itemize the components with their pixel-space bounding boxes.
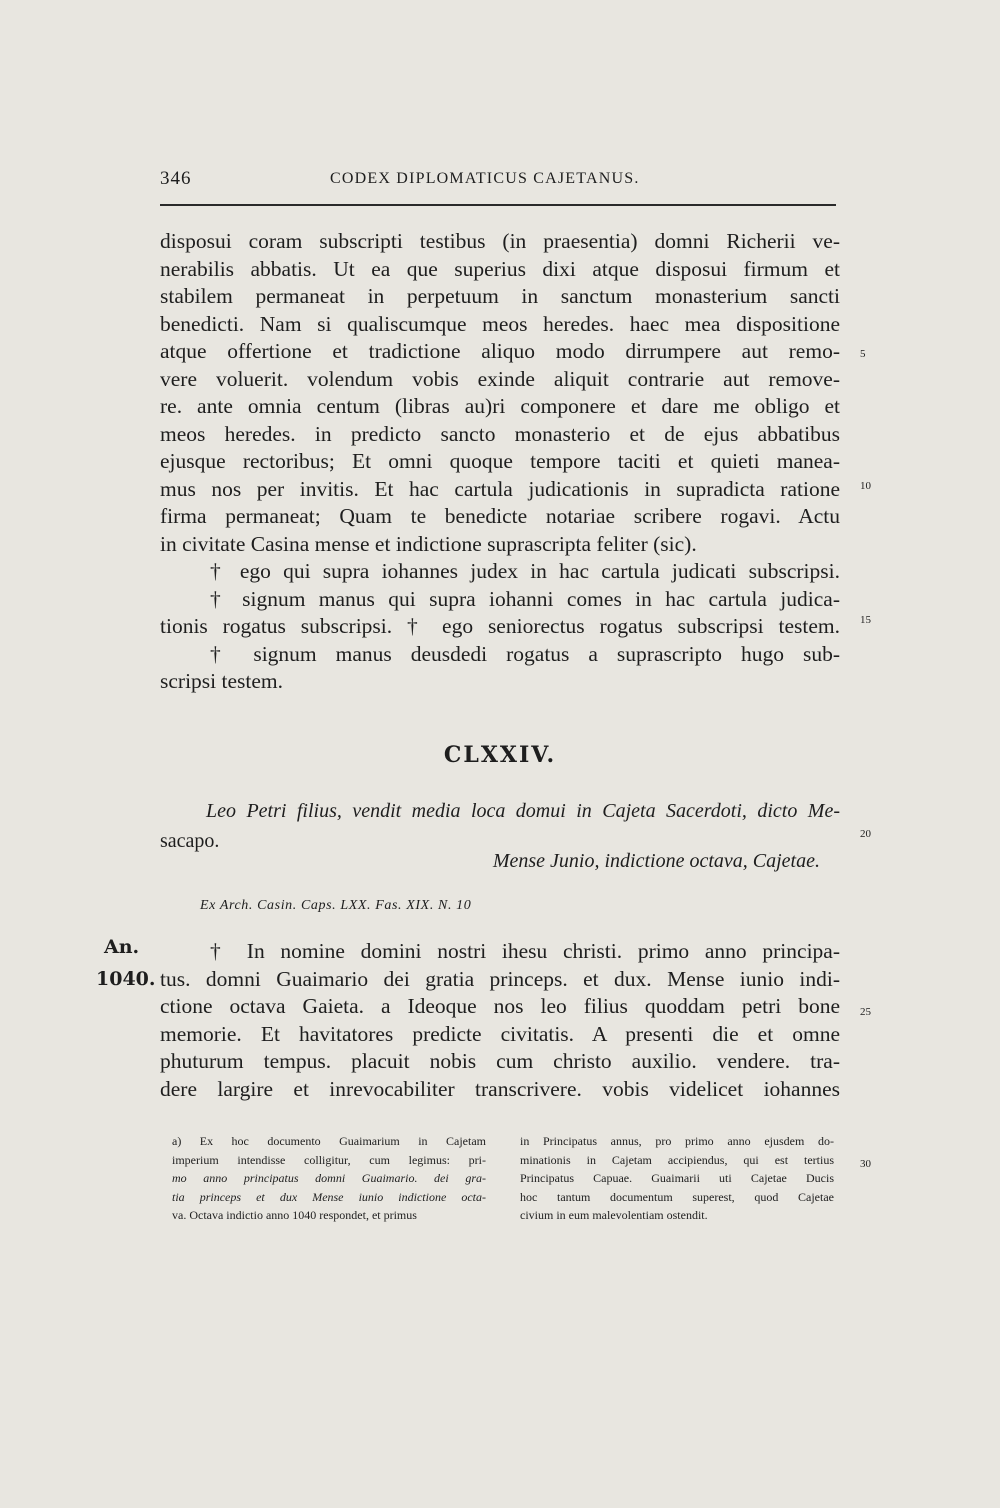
text-line: tus. domni Guaimario dei gratia princeps. et dux. Mense iunio indi- [160,966,840,991]
text-line: † In nomine domini nostri ihesu christi. primo anno principa- [210,939,840,963]
signature-line: † ego qui supra iohannes judex in hac cartula judicati subscripsi. [210,559,840,583]
margin-year: 1040. [96,968,156,990]
archive-source: Ex Arch. Casin. Caps. LXX. Fas. XIX. N. 10 [200,898,472,913]
text-line: dere largire et inrevocabiliter transcrivere. vobis videlicet iohannes [160,1076,840,1101]
line-number: 10 [860,480,871,492]
header-rule [160,204,836,206]
line-number: 20 [860,828,871,840]
footnote-line: a) Ex hoc documento Guaimarium in Cajetam [172,1134,486,1148]
signature-line: tionis rogatus subscripsi. † ego seniorectus rogatus subscripsi testem. [160,614,840,638]
footnote-line: mo anno principatus domni Guaimario. dei gra- [172,1171,486,1185]
text-line: in civitate Casina mense et indictione suprascripta feliter (sic). [160,531,697,556]
signature-line: scripsi testem. [160,669,284,693]
text-line: nerabilis abbatis. Ut ea que superius dixi atque disposui firmum et [160,256,840,281]
footnote-line: in Principatus annus, pro primo anno ejusdem do- [520,1134,834,1148]
text-line: meos heredes. in predicto sancto monasterio et de ejus abbatibus [160,421,840,446]
text-line: firma permaneat; Quam te benedicte notariae scribere rogavi. Actu [160,504,840,528]
signature-line: † signum manus qui supra iohanni comes in hac cartula judica- [210,586,840,611]
footnote-line: hoc tantum documentum superest, quod Cajetae [520,1189,834,1204]
regest [160,796,840,856]
text-line: ejusque rectoribus; Et omni quoque tempore taciti et quieti manea- [160,449,840,473]
footnote-line: va. Octava indictio anno 1040 respondet, et primus [172,1208,417,1222]
text-line: benedicti. Nam si qualiscumque meos heredes. haec mea dispositione [160,311,840,336]
footnote-right-column [520,1132,834,1225]
margin-anno: An. [104,936,140,958]
text-line: vere voluerit. volendum vobis exinde aliquit contrarie aut remove- [160,366,840,391]
text-line: phuturum tempus. placuit nobis cum christo auxilio. vendere. tra- [160,1049,840,1073]
text-line: disposui coram subscripti testibus (in praesentia) domni Richerii ve- [160,229,840,253]
text-line: memorie. Et havitatores predicte civitatis. A presenti die et omne [160,1021,840,1046]
footnote-line: imperium intendisse colligitur, cum legimus: pri- [172,1152,486,1167]
footnote-left-column [172,1132,486,1225]
signature-line: † signum manus deusdedi rogatus a suprascripto hugo sub- [210,641,840,666]
running-head [160,168,836,198]
line-number: 5 [860,348,866,360]
footnote-line: Principatus Capuae. Guaimarii uti Cajetae Ducis [520,1171,834,1185]
text-line: ctione octava Gaieta. a Ideoque nos leo filius quoddam petri bone [160,994,840,1018]
footnote-line: minationis in Cajetam accipiendus, qui est tertius [520,1152,834,1167]
text-line: re. ante omnia centum (libras au)ri componere et dare me obligo et [160,394,840,418]
page-number: 346 [160,168,192,189]
text-line: atque offertione et tradictione aliquo modo dirrumpere aut remo- [160,339,840,363]
line-number: 15 [860,614,871,626]
regest-date: Mense Junio, indictione octava, Cajetae. [492,850,820,872]
charter-text [160,938,840,1103]
regest-line: Leo Petri filius, vendit media loca domui in Cajeta Sacerdoti, dicto Me- [206,800,840,822]
text-line: mus nos per invitis. Et hac cartula judicationis in supradicta ratione [160,476,840,501]
footnote-line: civium in eum malevolentiam ostendit. [520,1208,708,1222]
document-number-heading: CLXXIV. [443,742,557,768]
running-title: CODEX DIPLOMATICUS CAJETANUS. [330,170,640,187]
regest-line: sacapo. [160,830,220,852]
charter-text-continuation [160,228,840,696]
text-line: stabilem permaneat in perpetuum in sanctum monasterium sancti [160,284,840,308]
line-number: 30 [860,1158,871,1170]
footnote-line: tia princeps et dux Mense iunio indictione octa- [172,1189,486,1204]
line-number: 25 [860,1006,871,1018]
